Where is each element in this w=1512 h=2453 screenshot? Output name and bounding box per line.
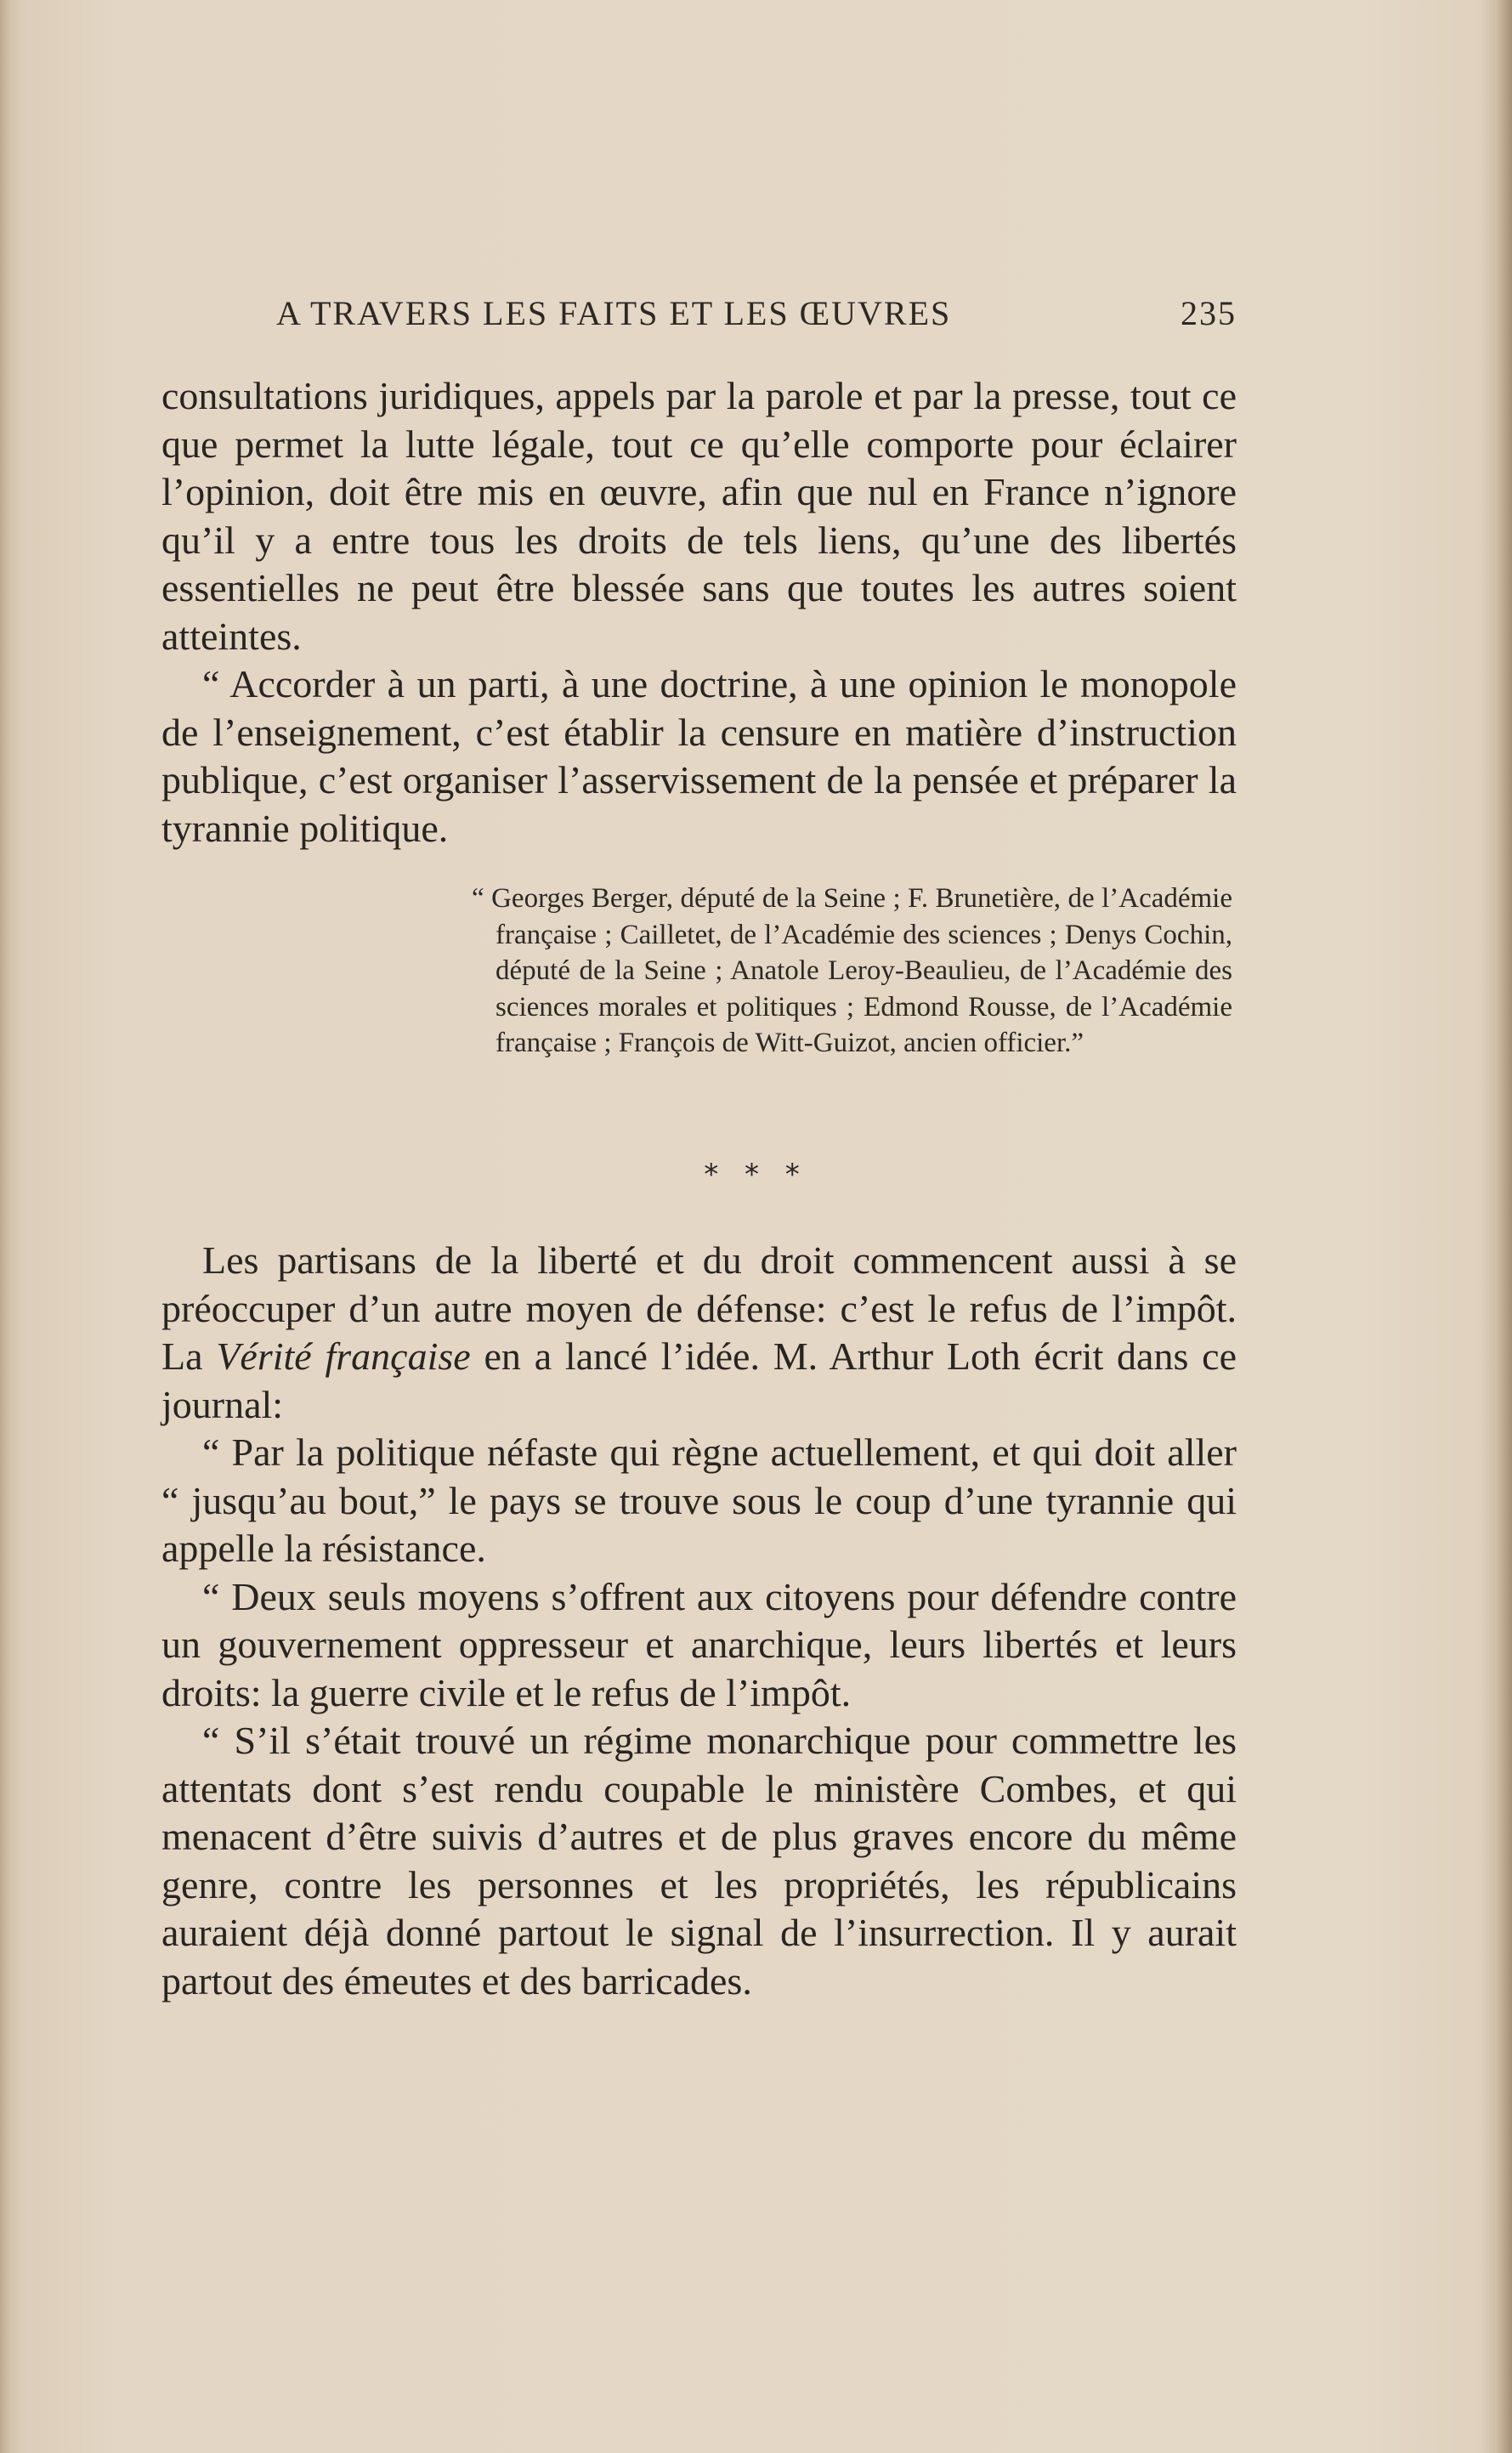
page-right-edge: [1495, 0, 1512, 2453]
paragraph-quote-monopole: “ Accorder à un parti, à une doctrine, à une opinion le monopole de l’enseignement, c’est établir la censure en matière d’instruction publique, c’est organiser l’asservissement de la pensée et préparer la tyrannie politique.: [161, 662, 1237, 850]
running-header: [276, 293, 1237, 333]
running-title: A TRAVERS LES FAITS ET LES ŒUVRES: [276, 294, 952, 332]
p3-text-start: Les partisans de la liberté et du droit commencent aussi à se préoccuper d’un autre moyen de défense: c’est le refus de l’impôt. La: [161, 1238, 1237, 1378]
page-left-edge: [0, 0, 12, 2453]
paragraph-continuation: consultations juridiques, appels par la parole et par la presse, tout ce que permet la lutte légale, tout ce qu’elle comporte pour éclairer l’opinion, doit être mis en œuvre, afin que nul en France n’ignore qu’il y a entre tous les droits de tels liens, qu’une des libertés essentielles ne peut être blessée sans que toutes les autres soient atteintes.: [161, 374, 1237, 658]
section-separator: * * *: [704, 1158, 808, 1192]
signatories-block: [472, 881, 1232, 1062]
paragraph-refus-impot: [161, 1237, 1237, 1429]
paragraph-quote-regime: “ S’il s’était trouvé un régime monarchique pour commettre les attentats dont s’est rendu coupable le ministère Combes, et qui menacent d’être suivis d’autres et de plus graves encore du même genre, contre les personnes et les propriétés, les républicains auraient déjà donné partout le signal de l’insurrection. Il y aurait partout des émeutes et des barricades.: [161, 1719, 1237, 2003]
text-block-top: [161, 372, 1237, 853]
page-number: 235: [1181, 294, 1237, 332]
journal-title: Vérité française: [216, 1334, 471, 1378]
paragraph-quote-moyens: “ Deux seuls moyens s’offrent aux citoyens pour défendre contre un gouvernement oppresseur et anarchique, leurs libertés et leurs droits: la guerre civile et le refus de l’impôt.: [161, 1574, 1237, 1714]
text-block-bottom: [161, 1237, 1237, 2005]
paragraph-quote-politique: “ Par la politique néfaste qui règne actuellement, et qui doit aller “ jusqu’au bout,” le pays se trouve sous le coup d’une tyrannie qui appelle la résistance.: [161, 1430, 1237, 1570]
signatories-text: “ Georges Berger, député de la Seine ; F. Brunetière, de l’Académie française ; Cailletet, de l’Académie des sciences ; Denys Cochin, député de la Seine ; Anatole Leroy-Beaulieu, de l’Académie des sciences morales et politiques ; Edmond Rousse, de l’Académie française ; François de Witt-Guizot, ancien officier.”: [472, 883, 1232, 1058]
p3-text-end: en a lancé l’idée. M. Arthur Loth écrit dans ce journal:: [161, 1334, 1237, 1426]
